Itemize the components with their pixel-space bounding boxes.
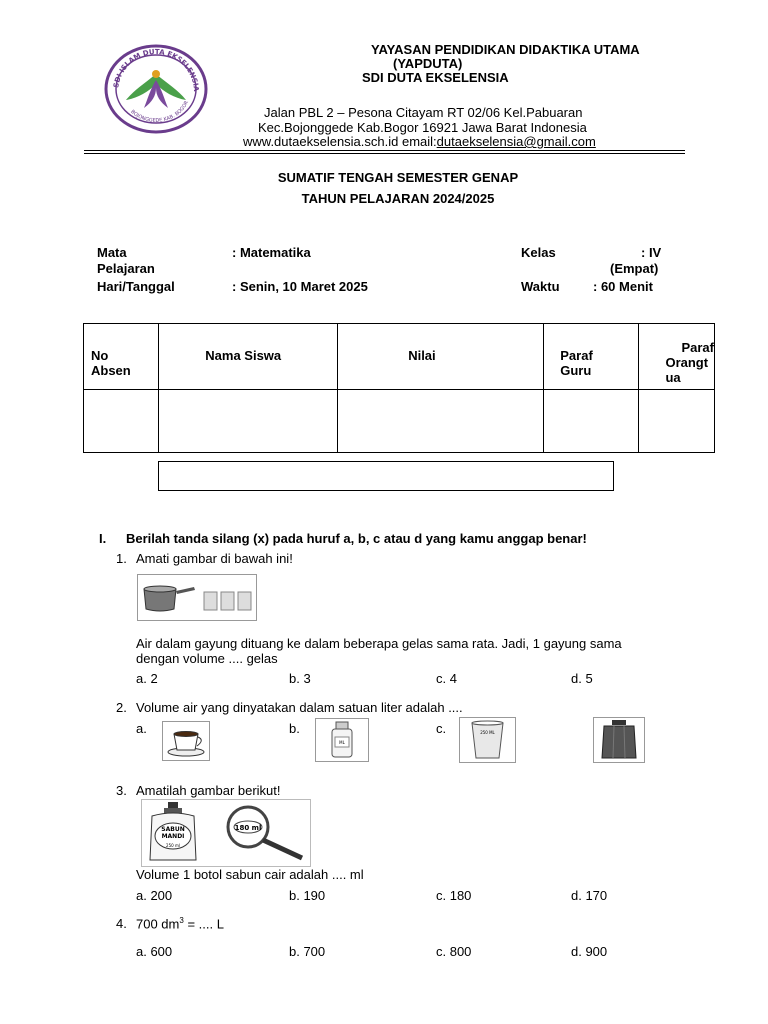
q4-option-c[interactable]: c. 800 [436,944,472,959]
cell-no-absen[interactable] [84,390,159,453]
q4-option-a[interactable]: a. 600 [136,944,173,959]
q3-text-2: Volume 1 botol sabun cair adalah .... ml [136,867,364,882]
foundation-name: YAYASAN PENDIDIKAN DIDAKTIKA UTAMA [371,42,640,57]
class-value-2: (Empat) [610,261,659,276]
soap-bottle-icon [150,802,196,860]
q1-option-c[interactable]: c. 4 [436,671,457,686]
water-tank-icon [593,717,645,763]
q1-option-a[interactable]: a. 2 [136,671,158,686]
q4-text-pre: 700 dm [136,916,180,932]
svg-text:SDI ISLAM DUTA EKSELENSIA: SDI ISLAM DUTA EKSELENSIA [112,47,201,92]
subject-label-1: Mata [97,245,127,260]
svg-text:MANDI: MANDI [161,833,185,840]
score-table [83,323,715,453]
q3-option-c[interactable]: c. 180 [436,888,472,903]
score-table-header [84,324,715,390]
class-label: Kelas [521,245,556,260]
q3-option-d[interactable]: d. 170 [571,888,608,903]
q2-option-b[interactable]: b. [289,721,300,736]
section-number: I. [99,531,107,546]
day-label: Hari/Tanggal [97,279,175,294]
q4-text-post: = .... L [183,916,224,932]
q1-image [137,574,257,621]
paraf-ortu-line-1: Paraf [681,340,714,355]
exam-year: TAHUN PELAJARAN 2024/2025 [301,191,495,206]
plastic-cup-icon [459,717,516,763]
col-paraf-guru [544,324,639,390]
exam-title: SUMATIF TENGAH SEMESTER GENAP [277,170,519,185]
paraf-ortu-line-2: Orangt [665,355,709,370]
foundation-abbrev: (YAPDUTA) [393,56,463,71]
col-no-absen [84,324,159,390]
q2-option-c[interactable]: c. [436,721,447,736]
col-nama [159,324,338,390]
svg-text:ML: ML [339,740,345,745]
header-divider-2 [84,153,685,154]
subject-value: : Matematika [232,245,311,260]
cell-nama[interactable] [159,390,338,453]
soap-bottle-image [141,799,311,867]
q2-text: Volume air yang dinyatakan dalam satuan liter adalah .... [136,700,463,715]
cell-nilai[interactable] [338,390,544,453]
q1-option-d[interactable]: d. 5 [571,671,593,686]
svg-text:BOJONGGEDE KAB. BOGOR: BOJONGGEDE KAB. BOGOR [129,100,190,124]
svg-text:250 ML: 250 ML [480,730,495,735]
q1-number: 1. [116,551,127,566]
header-divider [84,150,685,151]
magnifier-icon [228,807,302,858]
day-value: : Senin, 10 Maret 2025 [232,279,368,294]
q3-option-b[interactable]: b. 190 [289,888,326,903]
q4-number: 4. [116,916,127,931]
blank-box [158,461,614,491]
paraf-guru-line-1: Paraf [560,348,593,363]
q1-text-2a: Air dalam gayung dituang ke dalam beberapa gelas sama rata. Jadi, 1 gayung sama [136,636,622,651]
q1-text-2b: dengan volume .... gelas [136,651,278,666]
ladle-icon [144,586,195,611]
q3-number: 3. [116,783,127,798]
q3-option-a[interactable]: a. 200 [136,888,173,903]
no-absen-line-1: No [91,348,109,363]
glass-icon [204,592,251,610]
subject-label-2: Pelajaran [97,261,155,276]
col-nilai [338,324,544,390]
col-paraf-ortu [639,324,715,390]
teacup-icon [162,721,210,761]
q4-text-sup: 3 [179,916,184,925]
paraf-ortu-line-3: ua [665,370,681,385]
contact-line [243,134,596,149]
q4-option-d[interactable]: d. 900 [571,944,608,959]
time-value: : 60 Menit [593,279,653,294]
q1-option-b[interactable]: b. 3 [289,671,311,686]
q4-text [136,916,224,931]
paraf-guru-line-2: Guru [560,363,592,378]
no-absen-line-2: Absen [91,363,131,378]
cell-paraf-ortu[interactable] [639,390,715,453]
address-line-2: Kec.Bojonggede Kab.Bogor 16921 Jawa Barat Indonesia [258,120,587,135]
q2-option-a[interactable]: a. [136,721,147,736]
email-link[interactable]: dutaekselensia@gmail.com [436,134,596,149]
address-line-1: Jalan PBL 2 – Pesona Citayam RT 02/06 Kel.Pabuaran [264,105,583,120]
nilai-label: Nilai [408,348,436,363]
q3-text: Amatilah gambar berikut! [136,783,281,798]
nama-siswa-label: Nama Siswa [205,348,282,363]
q1-text: Amati gambar di bawah ini! [136,551,293,566]
svg-text:250 ml: 250 ml [166,843,180,848]
website-text: www.dutaekselensia.sch.id email: [243,134,437,149]
cell-paraf-guru[interactable] [544,390,639,453]
medicine-bottle-icon [315,718,369,762]
score-table-row [84,390,715,453]
svg-text:180 ml: 180 ml [234,824,262,832]
school-name: SDI DUTA EKSELENSIA [362,70,509,85]
section-instruction: Berilah tanda silang (x) pada huruf a, b, c atau d yang kamu anggap benar! [126,531,587,546]
time-label: Waktu [521,279,560,294]
svg-text:SABUN: SABUN [161,826,185,833]
q4-option-b[interactable]: b. 700 [289,944,326,959]
school-logo [104,44,208,134]
q2-number: 2. [116,700,127,715]
class-value: : IV [641,245,662,260]
